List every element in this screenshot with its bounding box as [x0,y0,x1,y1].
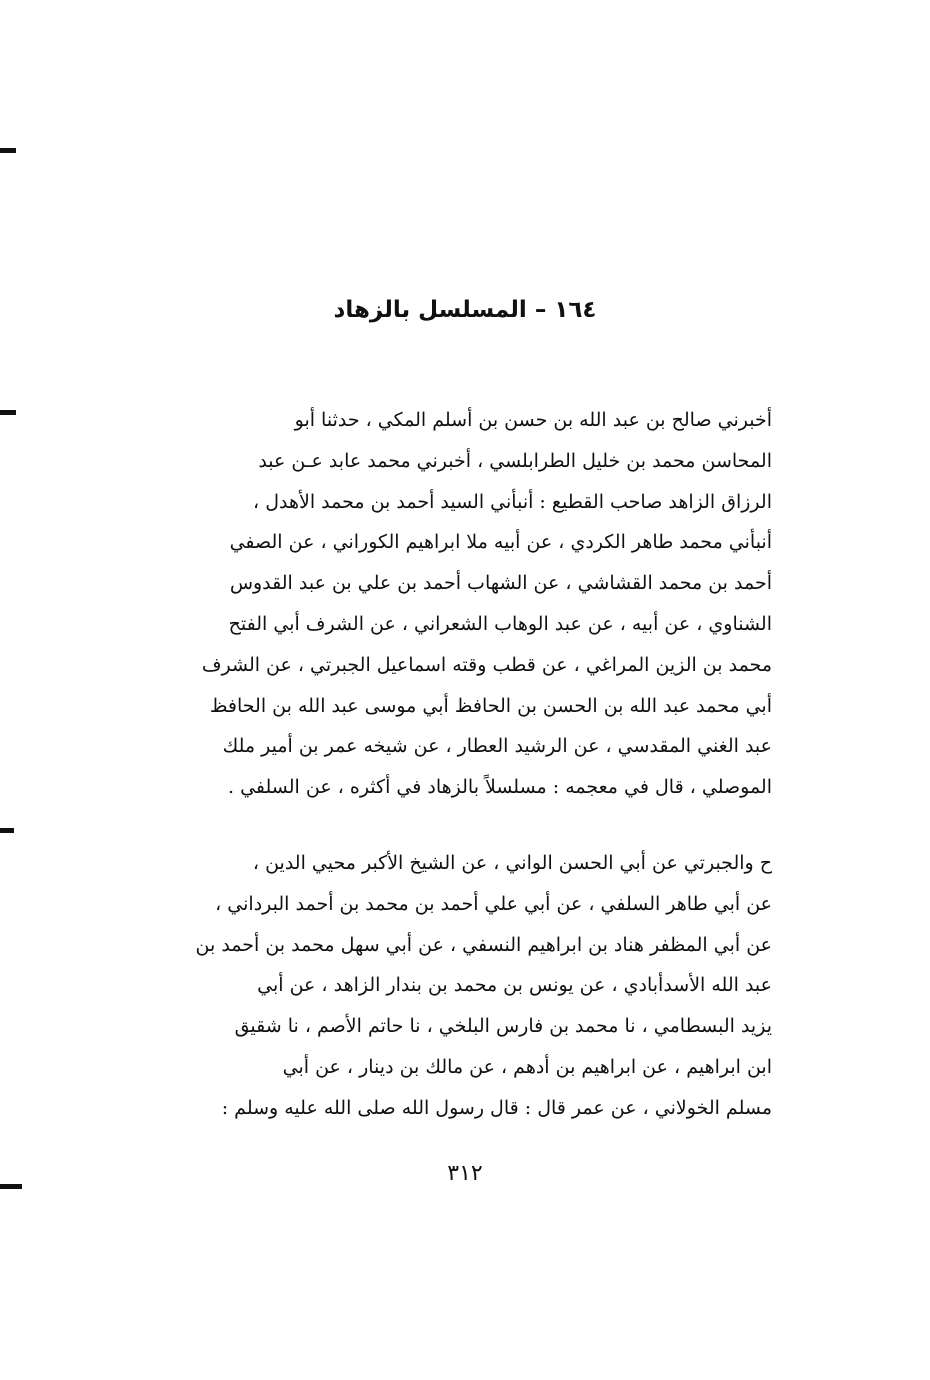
chapter-heading: ١٦٤ – المسلسل بالزهاد [333,297,597,323]
text-line: عن أبي المظفر هناد بن ابراهيم النسفي ، عن أبي سهل محمد بن أحمد بن [195,933,772,956]
text-line: ح والجبرتي عن أبي الحسن الواني ، عن الشيخ الأكبر محيي الدين ، [252,852,772,874]
text-line: المحاسن محمد بن خليل الطرابلسي ، أخبرني محمد عابد عـن عبد [258,449,772,472]
text-line: عبد الله الأسدأبادي ، عن يونس بن محمد بن بندار الزاهد ، عن أبي [257,974,772,997]
text-line: محمد بن الزين المراغي ، عن قطب وقته اسماعيل الجبرتي ، عن الشرف [201,653,772,676]
margin-mark [0,148,16,153]
text-line: الموصلي ، قال في معجمه : مسلسلاً بالزهاد في أكثره ، عن السلفي . [227,776,772,799]
text-line: مسلم الخولاني ، عن عمر قال : قال رسول الله صلى الله عليه وسلم : [221,1096,772,1119]
text-line: أحمد بن محمد القشاشي ، عن الشهاب أحمد بن علي بن عبد القدوس [229,572,772,595]
text-line: يزيد البسطامي ، نا محمد بن فارس البلخي ، نا حاتم الأصم ، نا شقيق [234,1015,772,1038]
text-line: عبد الغني المقدسي ، عن الرشيد العطار ، عن شيخه عمر بن أمير ملك [222,735,772,758]
margin-mark [0,828,14,833]
text-line: ابن ابراهيم ، عن ابراهيم بن أدهم ، عن مالك بن دينار ، عن أبي [282,1055,772,1078]
text-line: عن أبي طاهر السلفي ، عن أبي علي أحمد بن محمد بن أحمد البرداني ، [215,892,772,915]
text-line: أنبأني محمد طاهر الكردي ، عن أبيه ملا ابراهيم الكوراني ، عن الصفي [229,531,772,554]
paragraph-isnad-main [158,400,772,808]
text-line: الرزاق الزاهد صاحب القطيع : أنبأني السيد أحمد بن محمد الأهدل ، [253,490,772,513]
text-line: الشناوي ، عن أبيه ، عن عبد الوهاب الشعراني ، عن الشرف أبي الفتح [228,612,772,635]
page-number: ٣١٢ [447,1161,483,1186]
text-line: أخبرني صالح بن عبد الله بن حسن بن أسلم المكي ، حدثنا أبو [294,409,772,431]
margin-mark [0,410,16,415]
paragraph-isnad-secondary [158,843,772,1129]
text-line: أبي محمد عبد الله بن الحسن بن الحافظ أبي موسى عبد الله بن الحافظ [209,694,772,717]
